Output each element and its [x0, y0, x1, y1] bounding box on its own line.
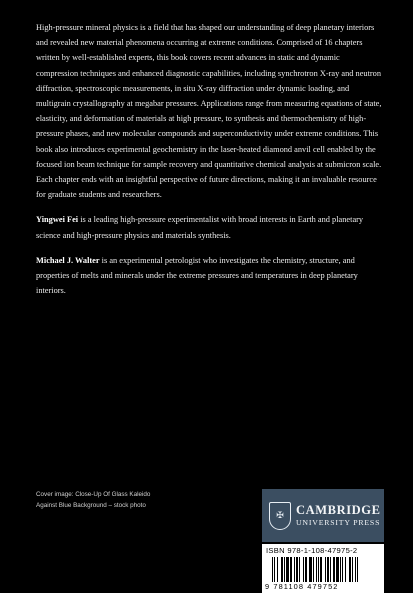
cambridge-shield-icon: ✠ — [269, 502, 291, 530]
author-name: Yingwei Fei — [36, 215, 79, 225]
publisher-wordmark — [296, 503, 381, 528]
publisher-name: CAMBRIDGE — [296, 503, 381, 517]
barcode-icon — [272, 557, 376, 582]
author-name: Michael J. Walter — [36, 255, 100, 265]
credit-line: Cover image: Close-Up Of Glass Kaleido — [36, 491, 151, 498]
author-bio-text: is a leading high-pressure experimentalist with broad interests in Earth and planetary science and high-pressure physics and materials synthesis. — [36, 215, 364, 240]
barcode-stripe — [357, 557, 358, 582]
book-description: High-pressure mineral physics is a field that has shaped our understanding of deep planetary interiors and revealed new material phenomena occurring at extreme conditions. Comprised of 16 chapters written by well-established experts, this book covers recent advances in static and dynamic compression techniques and enhanced diagnostic capabilities, including synchrotron X-ray and neutron diffraction, spectroscopic measurements, in situ X-ray diffraction under dynamic loading, and multigrain crystallography at megabar pressures. Applications range from measuring equations of state, elasticity, and deformation of materials at high pressure, to synthesis and thermochemistry of high-pressure phases, and new molecular compounds and superconductivity under extreme conditions. This book also introduces experimental geochemistry in the laser-heated diamond anvil cell enabled by the focused ion beam technique for sample recovery and quantitative chemical analysis at submicron scale. Each chapter ends with an insightful perspective of future directions, making it an invaluable resource for graduate students and researchers. — [36, 23, 382, 200]
isbn-barcode — [262, 544, 384, 593]
publisher-subtitle: UNIVERSITY PRESS — [296, 518, 381, 527]
publisher-logo — [262, 489, 384, 542]
cover-image-credit — [36, 489, 196, 511]
barcode-digits: 9 781108 479752 — [265, 582, 339, 591]
author-bio-walter — [36, 253, 382, 299]
author-bio-text: is an experimental petrologist who investigates the chemistry, structure, and properties of melts and minerals under the extreme pressures and temperatures in deep planetary interiors. — [36, 255, 358, 296]
author-bio-fei — [36, 212, 382, 242]
isbn-label: ISBN 978-1-108-47975-2 — [266, 546, 358, 555]
credit-line: Against Blue Background – stock photo — [36, 502, 146, 509]
back-cover-text — [36, 20, 382, 308]
